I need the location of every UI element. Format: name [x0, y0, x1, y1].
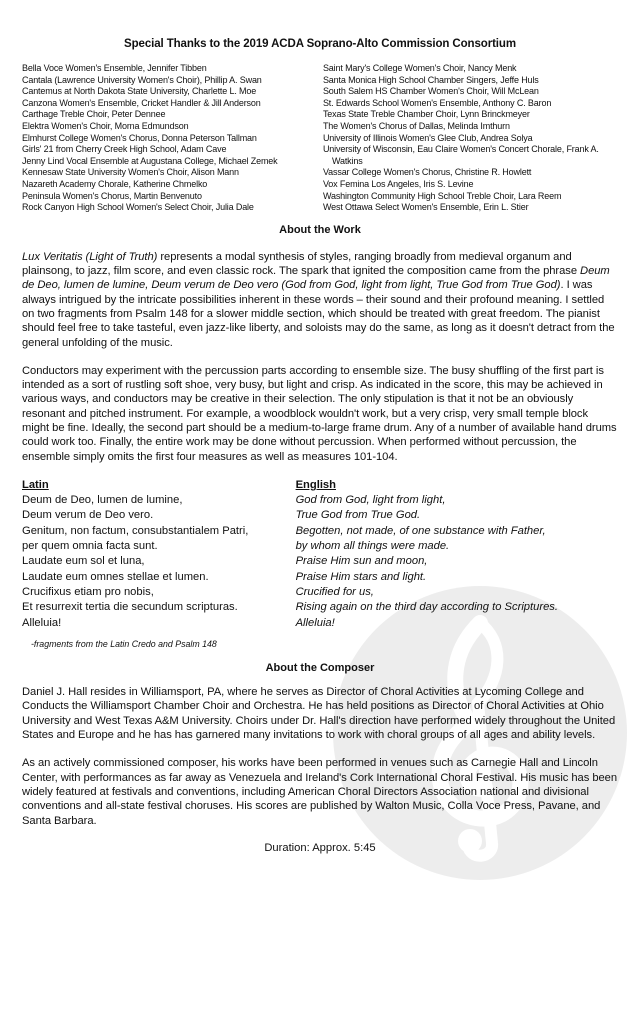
consortium-entry: West Ottawa Select Women's Ensemble, Erin L. Stier [322, 202, 529, 213]
consortium-entry: Jenny Lind Vocal Ensemble at Augustana College, Michael Zemek [22, 155, 278, 166]
consortium-list [22, 63, 618, 214]
latin-line: Alleluia! [22, 616, 62, 629]
consortium-entry: Elektra Women's Choir, Morna Edmundson [22, 120, 189, 131]
latin-line: Laudate eum sol et luna, [22, 555, 145, 568]
consortium-entry: Saint Mary's College Women's Choir, Nancy Menk [322, 63, 517, 73]
about-work-heading: About the Work [279, 223, 361, 236]
consortium-title: Special Thanks to the 2019 ACDA Soprano-Alto Commission Consortium [124, 38, 516, 50]
english-line: God from God, light from light, [295, 494, 446, 507]
consortium-entry: Cantemus at North Dakota State University, Charlette L. Moe [22, 86, 257, 97]
consortium-entry: Santa Monica High School Chamber Singers, Jeffe Huls [322, 74, 539, 85]
paragraph-text: . I was always intrigued by the intricate possibilities inherent in these words – their sound and their profound meaning. I settled on two fragments from Psalm 148 for a slower middle section, which should be treated with great freedom. The pianist should feel free to take tasteful, even jazz-like liberty, and soloists may do the same, as long as it doesn't detract from the general unfolding of the music. [22, 279, 615, 349]
consortium-column-right [323, 63, 618, 214]
about-work-paragraph-2: Conductors may experiment with the percussion parts according to ensemble size. The busy shuffling of the first part is intended as a sort of rustling soft shoe, very busy, but light and crisp. As indicated in the score, this may be achieved in various ways, and conductors may be creative in their selection. The only stipulation is that it not be an obviously resonant and pitched instrument. For example, a woodblock wouldn't work, but a very crisp, very small temple block might be fine. Ideally, the second part should be a medium-to-large frame drum. Any of a number of available hand drums could work too. Finally, the entire work may be done without percussion. When performed without percussion, the ensemble simply omits the first four measures as well as measures 101-104. [22, 364, 617, 463]
consortium-entry: Rock Canyon High School Women's Select Choir, Julia Dale [22, 202, 254, 213]
consortium-entry: South Salem HS Chamber Women's Choir, Will McLean [322, 86, 539, 97]
latin-line: Deum verum de Deo vero. [22, 509, 154, 522]
paragraph-text: represents a modal synthesis of styles, ranging broadly from medieval organum and plainsong, to jazz, film score, and even classic rock. The spark that ignited the composition came from the phrase [22, 250, 581, 278]
consortium-entry: Nazareth Academy Chorale, Katherine Chmelko [22, 178, 208, 189]
english-line: Praise Him stars and light. [295, 570, 427, 583]
work-title: Lux Veritatis (Light of Truth) [22, 250, 158, 263]
consortium-entry: University of Illinois Women's Glee Club, Andrea Solya [322, 132, 533, 143]
consortium-entry: Carthage Treble Choir, Peter Dennee [22, 109, 166, 120]
latin-line: per quem omnia facta sunt. [22, 540, 158, 553]
consortium-entry: Kennesaw State University Women's Choir, Alison Mann [22, 167, 239, 178]
latin-phrase: Deum de Deo, lumen de lumine, Deum verum de Deo vero (God from God, light from light, True God from True God) [22, 265, 610, 292]
consortium-entry: Girls' 21 from Cherry Creek High School, Adam Cave [22, 144, 227, 155]
consortium-entry: The Women's Chorus of Dallas, Melinda Imthurn [322, 120, 510, 131]
consortium-entry: Cantala (Lawrence University Women's Choir), Phillip A. Swan [22, 74, 262, 85]
english-line: Rising again on the third day according to Scriptures. [295, 601, 559, 614]
english-line: Alleluia! [295, 616, 335, 629]
latin-line: Deum de Deo, lumen de lumine, [22, 494, 183, 507]
consortium-column-left [22, 63, 323, 214]
english-line: Crucified for us, [295, 585, 374, 598]
latin-column [22, 478, 296, 652]
latin-line: Crucifixus etiam pro nobis, [22, 585, 154, 598]
consortium-entry: Elmhurst College Women's Chorus, Donna Peterson Tallman [22, 132, 257, 143]
english-line: True God from True God. [295, 509, 421, 522]
text-source-note: -fragments from the Latin Credo and Psalm 148 [31, 638, 217, 649]
consortium-entry: Washington Community High School Treble Choir, Lara Reem [322, 190, 562, 201]
english-heading: English [295, 478, 336, 491]
english-column [296, 478, 618, 652]
consortium-entry: Peninsula Women's Chorus, Martin Benvenuto [22, 190, 202, 201]
latin-line: Laudate eum omnes stellae et lumen. [22, 570, 209, 583]
program-note-page [0, 38, 640, 854]
about-composer-paragraph-2: As an actively commissioned composer, his works have been performed in venues such as Carnegie Hall and Lincoln Center, with performances as far away as Venezuela and Ireland's Cork International Choral Festival. His music has been widely featured at festivals and conventions, including American Choral Directors Association national and divisional conventions and all-state festival choruses. His scores are published by Walton Music, Colla Voce Press, Pavane, and Santa Barbara. [22, 757, 618, 827]
consortium-entry: St. Edwards School Women's Ensemble, Anthony C. Baron [322, 97, 552, 108]
consortium-entry: Vassar College Women's Chorus, Christine R. Howlett [322, 167, 532, 178]
consortium-entry: Canzona Women's Ensemble, Cricket Handler & Jill Anderson [22, 97, 261, 108]
duration-note: Duration: Approx. 5:45 [264, 841, 376, 854]
text-translation [22, 478, 618, 652]
about-composer-paragraph-1: Daniel J. Hall resides in Williamsport, PA, where he serves as Director of Choral Activities at Lycoming College and Conducts the Williamsport Chamber Choir and Orchestra. He has held positions as Director of Choral Activities at Ohio University and West Texas A&M University. Choirs under Dr. Hall's direction have performed widely throughout the United States and Europe and he has has garnered many invitations to work with choral groups of all ages and ability levels. [22, 686, 616, 742]
consortium-entry: University of Wisconsin, Eau Claire Women's Concert Chorale, Frank A. Watkins [322, 144, 599, 166]
latin-heading: Latin [22, 478, 49, 491]
latin-line: Et resurrexit tertia die secundum scripturas. [22, 601, 238, 614]
english-line: by whom all things were made. [295, 540, 450, 553]
english-line: Begotten, not made, of one substance with Father, [295, 524, 546, 537]
about-composer-heading: About the Composer [265, 662, 375, 675]
latin-line: Genitum, non factum, consubstantialem Patri, [22, 524, 249, 537]
consortium-entry: Vox Femina Los Angeles, Iris S. Levine [322, 178, 474, 189]
consortium-entry: Bella Voce Women's Ensemble, Jennifer Tibben [22, 63, 207, 73]
english-line: Praise Him sun and moon, [295, 555, 428, 568]
consortium-entry: Texas State Treble Chamber Choir, Lynn Brinckmeyer [322, 109, 530, 120]
about-work-paragraph-1 [22, 250, 618, 350]
